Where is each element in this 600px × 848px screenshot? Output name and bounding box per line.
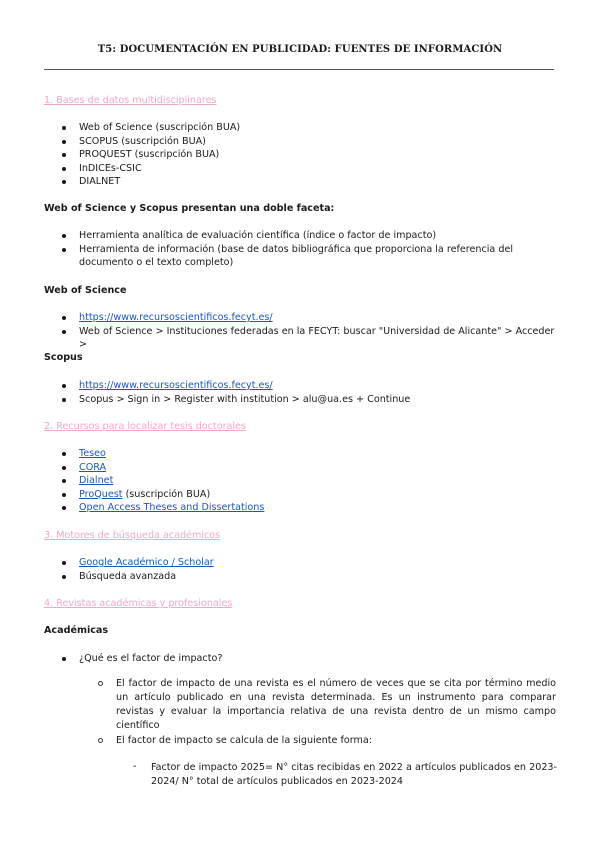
section-1-list [62, 121, 558, 189]
title-divider [44, 69, 554, 70]
wos-heading: Web of Science [44, 285, 127, 296]
list-item [62, 461, 558, 475]
scopus-link[interactable]: https://www.recursoscientificos.fecyt.es/ [79, 380, 273, 391]
section-4-list [62, 652, 558, 666]
wos-list [62, 311, 558, 352]
list-item: Web of Science (suscripción BUA) [62, 121, 558, 135]
list-item: Herramienta de información (base de datos bibliográfica que proporciona la referencia del documento o el texto completo) [62, 243, 558, 270]
section-3-list [62, 556, 558, 583]
calc-item [98, 734, 556, 748]
faceta-heading: Web of Science y Scopus presentan una doble faceta: [44, 203, 335, 214]
faceta-list [62, 229, 558, 270]
academicas-heading: Académicas [44, 625, 109, 636]
teseo-link[interactable]: Teseo [79, 448, 106, 459]
dash-marker: - [133, 761, 137, 772]
oatd-link[interactable]: Open Access Theses and Dissertations [79, 502, 265, 513]
scopus-heading: Scopus [44, 352, 83, 363]
list-item: InDICEs-CSIC [62, 162, 558, 176]
list-item [62, 447, 558, 461]
scholar-link[interactable]: Google Académico / Scholar [79, 557, 214, 568]
wos-link[interactable]: https://www.recursoscientificos.fecyt.es/ [79, 312, 273, 323]
impact-factor-definition: El factor de impacto de una revista es el número de veces que se cita por término medio un artículo publicado en una revista determinada. Es un instrumento para comparar revistas y evaluar la importancia relativa de una revista dentro de un mismo campo científico [116, 678, 556, 731]
definition-item [98, 677, 556, 733]
proquest-link[interactable]: ProQuest [79, 488, 123, 500]
page-title: T5: DOCUMENTACIÓN EN PUBLICIDAD: FUENTES DE INFORMACIÓN [97, 44, 503, 55]
section-4-heading[interactable]: 4. Revistas académicas y profesionales [44, 598, 233, 609]
cora-link[interactable]: CORA [79, 461, 107, 473]
list-item: Scopus > Sign in > Register with institution > alu@ua.es + Continue [62, 393, 558, 407]
list-item [62, 501, 558, 515]
list-item: SCOPUS (suscripción BUA) [62, 135, 558, 149]
section-2-list [62, 447, 558, 515]
list-item [62, 488, 558, 502]
list-item: Web of Science > Instituciones federadas en la FECYT: buscar "Universidad de Alicante" > Acceder > [62, 325, 558, 352]
dialnet-link[interactable]: Dialnet [79, 475, 114, 486]
proquest-note: (suscripción BUA) [122, 488, 211, 500]
list-item [62, 474, 558, 488]
section-1-heading[interactable]: 1. Bases de datos multidisciplinares [44, 95, 217, 106]
list-item: DIALNET [62, 175, 558, 189]
formula-item [133, 761, 557, 789]
impact-factor-formula: Factor de impacto 2025= N° citas recibidas en 2022 a artículos publicados en 2023-2024/ N° total de artículos publicados en 2023-2024 [151, 762, 557, 787]
list-item: Búsqueda avanzada [62, 570, 558, 584]
list-item: Herramienta analítica de evaluación científica (índice o factor de impacto) [62, 229, 558, 243]
scopus-list [62, 379, 558, 406]
list-item: PROQUEST (suscripción BUA) [62, 148, 558, 162]
section-3-heading[interactable]: 3. Motores de búsqueda académicos [44, 530, 221, 541]
list-item [62, 311, 558, 325]
list-item [62, 556, 558, 570]
impact-factor-calc-intro: El factor de impacto se calcula de la siguiente forma: [116, 735, 372, 746]
list-item [62, 379, 558, 393]
section-2-heading[interactable]: 2. Recursos para localizar tesis doctorales [44, 421, 246, 432]
list-item: ¿Qué es el factor de impacto? [62, 652, 558, 666]
